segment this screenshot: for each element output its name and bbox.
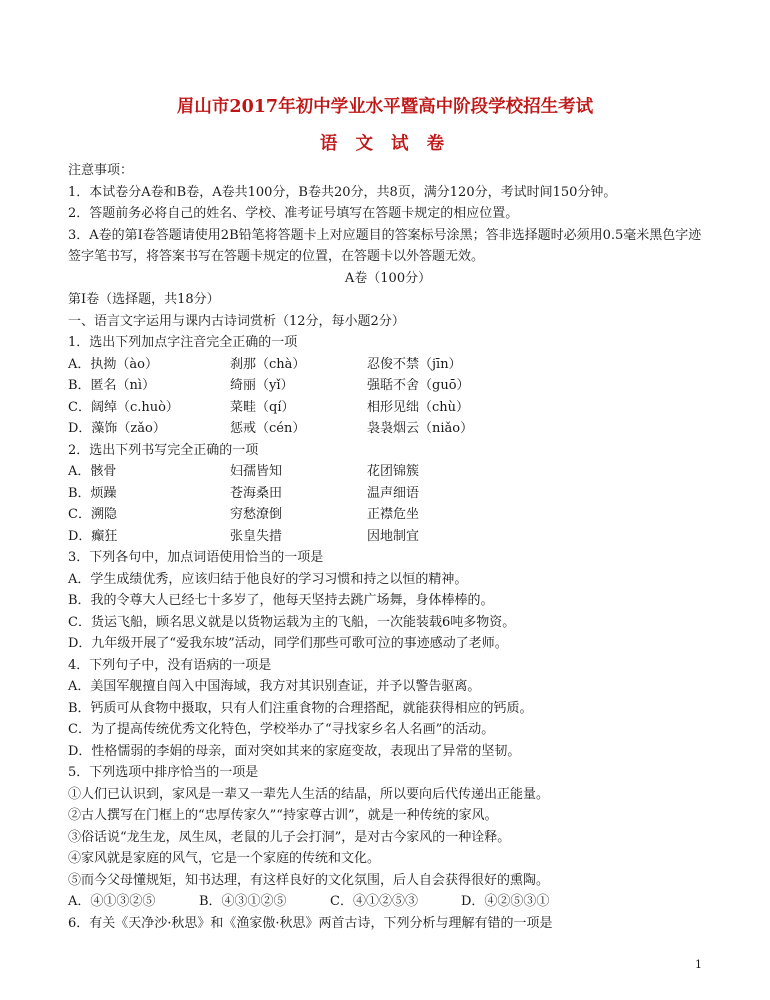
question-2-option-c bbox=[68, 504, 708, 526]
question-4-option-d: D．性格懦弱的李娟的母亲，面对突如其来的家庭变故，表现出了异常的坚韧。 bbox=[68, 743, 521, 759]
section-a-heading: A卷（100分） bbox=[344, 270, 432, 286]
part1-heading: 第Ⅰ卷（选择题，共18分） bbox=[68, 292, 220, 307]
question-6-stem: 6．有关《天净沙·秋思》和《渔家傲·秋思》两首古诗，下列分析与理解有错的一项是 bbox=[68, 915, 553, 931]
question-2-option-d bbox=[68, 526, 708, 548]
question-3-option-a: A．学生成绩优秀，应该归结于他良好的学习习惯和持之以恒的精神。 bbox=[68, 571, 468, 587]
question-1-option-a bbox=[68, 354, 708, 376]
option-cell: 因地制宜 bbox=[367, 528, 420, 544]
question-5-options bbox=[68, 891, 708, 913]
option-cell: 苍海桑田 bbox=[230, 485, 283, 501]
question-3-option-c: C．货运飞船，顾名思义就是以货物运载为主的飞船，一次能装载6吨多物资。 bbox=[68, 614, 516, 630]
question-4-option-a: A．美国军舰擅自闯入中国海域，我方对其识别查证，并予以警告驱离。 bbox=[68, 679, 481, 694]
section1-heading: 一、语言文字运用与课内古诗词赏析（12分，每小题2分） bbox=[68, 313, 405, 329]
question-3-option-d: D．九年级开展了“爱我东坡”活动，同学们那些可歌可泣的事迹感动了老师。 bbox=[68, 636, 508, 651]
option-cell: 穷愁潦倒 bbox=[230, 507, 283, 522]
option-cell: C．溯隐 bbox=[68, 507, 117, 522]
option-cell: 相形见绌（chù） bbox=[367, 399, 470, 415]
question-3-stem: 3．下列各句中，加点词语使用恰当的一项是 bbox=[68, 550, 324, 565]
question-1-option-c bbox=[68, 397, 708, 419]
option-cell: A．④①③②⑤ bbox=[68, 894, 156, 909]
question-1-option-b bbox=[68, 375, 708, 397]
exam-body bbox=[68, 160, 708, 934]
option-cell: B．匿名（nì） bbox=[68, 378, 156, 393]
note-item: 3．A卷的第Ⅰ卷答题请使用2B铅笔将答题卡上对应题目的答案标号涂黑；答非选择题时必须用0.5毫米黑色字迹签字笔书写，将答案书写在答题卡规定的位置，在答题卡以外答题无效。 bbox=[68, 227, 702, 264]
option-cell: B．烦躁 bbox=[68, 485, 117, 501]
question-3-option-b: B．我的令尊大人已经七十多岁了，他每天坚持去跳广场舞，身体棒棒的。 bbox=[68, 593, 494, 608]
question-5-sentence: ③俗话说“龙生龙，凤生凤，老鼠的儿子会打洞”，是对古今家风的一种诠释。 bbox=[68, 829, 511, 845]
question-4-stem: 4．下列句子中，没有语病的一项是 bbox=[68, 657, 272, 673]
question-1-option-d bbox=[68, 418, 708, 440]
exam-subtitle: 语 文 试 卷 bbox=[319, 134, 451, 154]
option-cell: A．骸骨 bbox=[68, 464, 117, 479]
note-item: 2．答题前务必将自己的姓名、学校、准考证号填写在答题卡规定的相应位置。 bbox=[68, 206, 519, 221]
question-4-option-b: B．钙质可从食物中摄取，只有人们注重食物的合理搭配，就能获得相应的钙质。 bbox=[68, 700, 533, 716]
option-cell: C．阔绰（c.huò） bbox=[68, 399, 179, 415]
question-2-stem: 2．选出下列书写完全正确的一项 bbox=[68, 442, 259, 458]
page-number: 1 bbox=[695, 958, 702, 971]
option-cell: 正襟危坐 bbox=[367, 507, 420, 522]
option-cell: D．癫狂 bbox=[68, 528, 118, 544]
note-item: 1．本试卷分A卷和B卷，A卷共100分，B卷共20分，共8页，满分120分，考试时间150分钟。 bbox=[68, 184, 617, 200]
option-cell: 花团锦簇 bbox=[367, 464, 420, 479]
option-cell: 强聒不舍（guō） bbox=[367, 378, 470, 393]
option-cell: 温声细语 bbox=[367, 485, 420, 501]
option-cell: 惩戒（cén） bbox=[230, 421, 306, 436]
option-cell: 绮丽（yǐ） bbox=[230, 378, 294, 393]
question-2-option-a bbox=[68, 461, 708, 483]
option-cell: A．执拗（ào） bbox=[68, 356, 158, 372]
question-5-stem: 5．下列选项中排序恰当的一项是 bbox=[68, 765, 259, 780]
option-cell: 妇孺皆知 bbox=[230, 464, 283, 479]
question-5-sentence: ⑤而今父母懂规矩，知书达理，有这样良好的文化氛围，后人自会获得很好的熏陶。 bbox=[68, 872, 550, 888]
question-5-sentence: ①人们已认识到，家风是一辈又一辈先人生活的结晶，所以要向后代传递出正能量。 bbox=[68, 786, 550, 802]
option-cell: B．④③①②⑤ bbox=[199, 894, 287, 909]
question-2-option-b bbox=[68, 483, 708, 505]
question-4-option-c: C．为了提高传统优秀文化特色，学校举办了“寻找家乡名人名画”的活动。 bbox=[68, 722, 495, 737]
question-5-sentence: ②古人撰写在门框上的“忠厚传家久”“持家尊古训”，就是一种传统的家风。 bbox=[68, 808, 498, 823]
option-cell: 袅袅烟云（niǎo） bbox=[367, 421, 474, 436]
option-cell: 刹那（chà） bbox=[230, 356, 306, 372]
option-cell: 菜畦（qí） bbox=[230, 399, 295, 415]
option-cell: 忍俊不禁（jīn） bbox=[367, 356, 462, 372]
notes-heading: 注意事项： bbox=[68, 163, 134, 178]
exam-title: 眉山市2017年初中学业水平暨高中阶段学校招生考试 bbox=[176, 97, 594, 117]
option-cell: C．④①②⑤③ bbox=[330, 894, 418, 909]
question-1-stem: 1．选出下列加点字注音完全正确的一项 bbox=[68, 335, 298, 350]
option-cell: D．④②⑤③① bbox=[461, 894, 550, 909]
option-cell: 张皇失措 bbox=[230, 528, 283, 544]
question-5-sentence: ④家风就是家庭的风气，它是一个家庭的传统和文化。 bbox=[68, 851, 381, 866]
option-cell: D．藻饰（zǎo） bbox=[68, 421, 166, 436]
